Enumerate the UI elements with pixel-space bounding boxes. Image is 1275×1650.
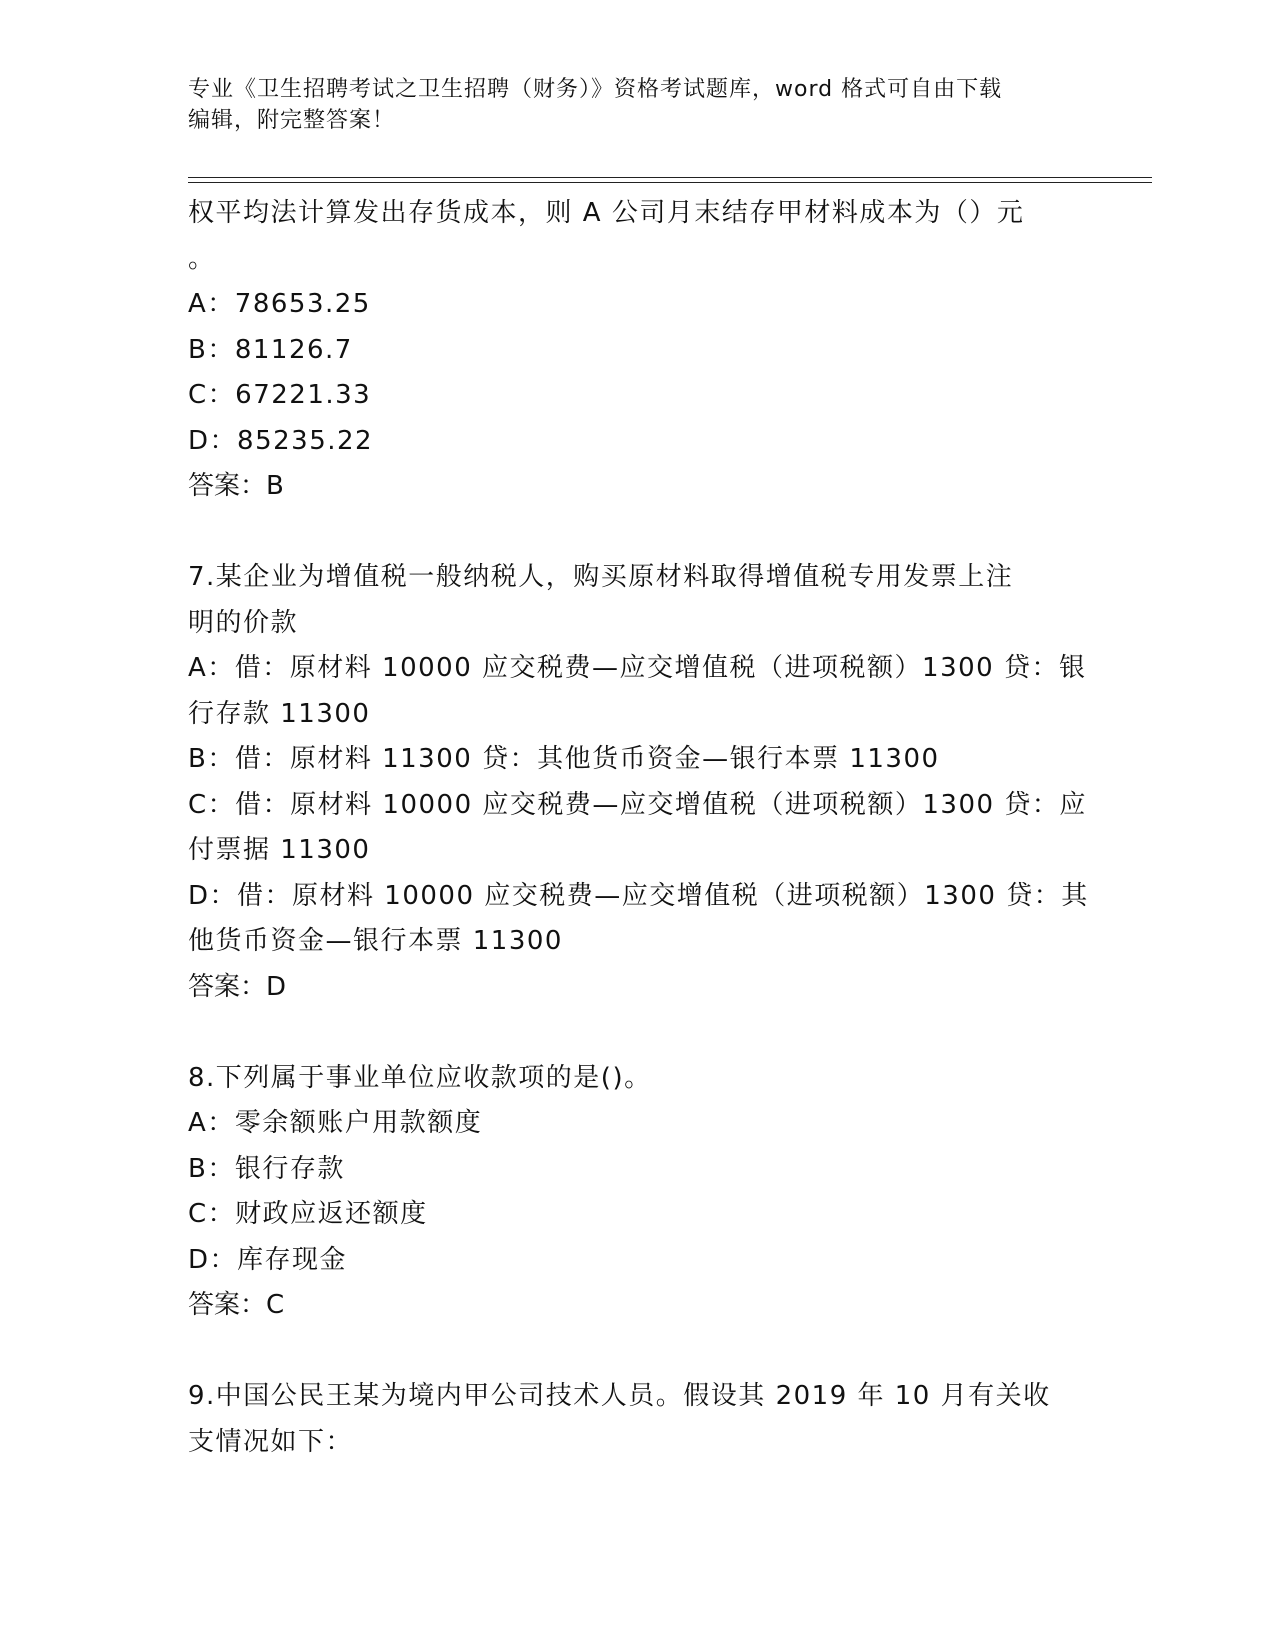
q7-option-c-line-2: 付票据 11300 [188,835,371,865]
q6-answer: 答案：B [188,471,284,501]
q6-option-c: C：67221.33 [188,380,372,410]
document-body [188,191,1088,1465]
q8-option-d: D：库存现金 [188,1244,348,1275]
q7-option-d-line-2: 他货币资金—银行本票 11300 [188,926,563,956]
q6-text-line-2: 。 [188,243,216,274]
spacer [188,1010,1088,1056]
q7-option-a-line-2: 行存款 11300 [188,698,371,729]
header-line-1: 专业《卫生招聘考试之卫生招聘（财务）》资格考试题库，word 格式可自由下载 [188,77,1003,102]
spacer [188,1329,1088,1375]
q6-option-d: D：85235.22 [188,425,374,456]
q9-text-line-2: 支情况如下： [188,1426,354,1457]
q6-option-b: B：81126.7 [188,334,353,365]
q8-answer: 答案：C [188,1290,285,1320]
q9-text-line-1: 9.中国公民王某为境内甲公司技术人员。假设其 2019 年 10 月有关收 [188,1381,1051,1411]
q6-option-a: A：78653.25 [188,289,371,319]
q8-option-b: B：银行存款 [188,1153,345,1184]
q7-option-b: B：借：原材料 11300 贷：其他货币资金—银行本票 11300 [188,744,940,774]
q8-text-line-1: 8.下列属于事业单位应收款项的是()。 [188,1062,652,1093]
q7-option-d-line-1: D：借：原材料 10000 应交税费—应交增值税（进项税额）1300 贷：其 [188,880,1089,911]
document-header [188,74,1088,136]
header-line-2: 编辑，附完整答案！ [188,108,396,133]
header-divider [188,177,1152,183]
q6-text-line-1: 权平均法计算发出存货成本，则 A 公司月末结存甲材料成本为（）元 [188,198,1025,228]
q7-option-c-line-1: C：借：原材料 10000 应交税费—应交增值税（进项税额）1300 贷：应 [188,789,1087,820]
q7-text-line-1: 7.某企业为增值税一般纳税人，购买原材料取得增值税专用发票上注 [188,562,1014,592]
q7-option-a-line-1: A：借：原材料 10000 应交税费—应交增值税（进项税额）1300 贷：银 [188,653,1087,683]
spacer [188,510,1088,556]
q8-option-c: C：财政应返还额度 [188,1199,428,1229]
q7-answer: 答案：D [188,971,287,1002]
q8-option-a: A：零余额账户用款额度 [188,1108,483,1138]
q7-text-line-2: 明的价款 [188,607,299,638]
